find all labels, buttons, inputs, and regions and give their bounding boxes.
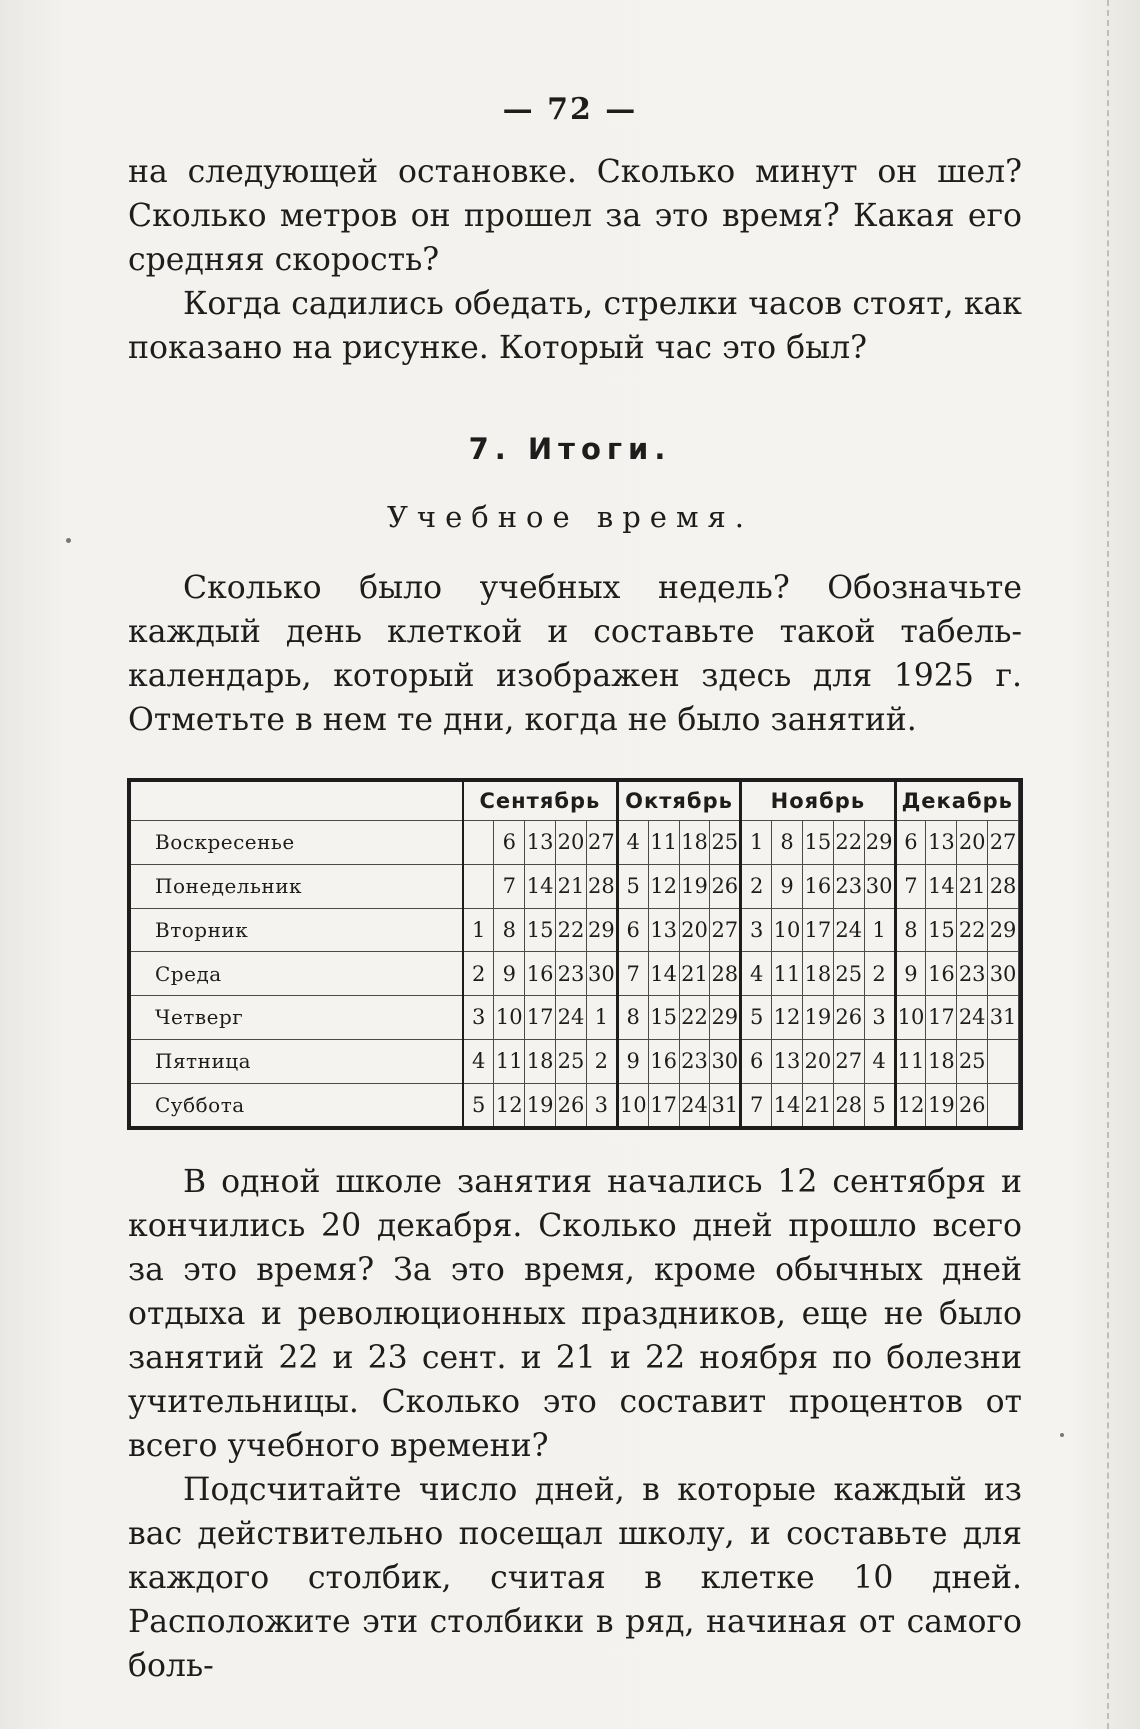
calendar-date-cell: 21 <box>802 1083 833 1126</box>
weekday-label: Понедельник <box>131 864 463 908</box>
calendar-date-cell: 17 <box>525 996 556 1040</box>
calendar-date-cell: 19 <box>926 1083 957 1126</box>
calendar-date-cell: 25 <box>710 821 741 865</box>
calendar-date-cell: 28 <box>586 864 617 908</box>
calendar-date-cell: 29 <box>988 908 1019 952</box>
calendar-date-cell: 15 <box>648 996 679 1040</box>
calendar-date-cell: 2 <box>586 1039 617 1083</box>
calendar-date-cell: 1 <box>463 908 494 952</box>
intro-paragraph-1: на следующей остановке. Сколько минут он шел? Сколько метров он прошел за это время? Какая его средняя скорость? <box>128 154 1022 278</box>
calendar-date-cell: 23 <box>556 952 587 996</box>
calendar-table <box>127 778 1023 1130</box>
calendar-row <box>131 952 1019 996</box>
calendar-date-cell: 26 <box>556 1083 587 1126</box>
calendar-date-cell: 1 <box>586 996 617 1040</box>
calendar-date-cell: 9 <box>772 864 803 908</box>
calendar-date-cell: 1 <box>741 821 772 865</box>
section-title: 7. Итоги. <box>468 432 672 466</box>
calendar-date-cell: 5 <box>617 864 648 908</box>
calendar-date-cell: 16 <box>525 952 556 996</box>
paragraph-school-dates: В одной школе занятия начались 12 сентября и кончились 20 декабря. Сколько дней прошло всего за это время? За это время, кроме обычных дней отдыха и революционных праздников, еще не было занятий 22 и 23 сент. и 21 и 22 ноября по болезни учительницы. Сколько это составит процентов от всего учебного времени? <box>128 1164 1022 1464</box>
calendar-date-cell: 28 <box>710 952 741 996</box>
calendar-date-cell: 6 <box>494 821 525 865</box>
calendar-date-cell: 9 <box>494 952 525 996</box>
calendar-date-cell: 20 <box>556 821 587 865</box>
calendar-date-cell: 1 <box>864 908 895 952</box>
paragraph-attendance: Подсчитайте число дней, в которые каждый из вас действительно посещал школу, и составьте для каждого столбик, считая в клетке 10 дней. Расположите эти столбики в ряд, начиная от самого боль- <box>128 1472 1022 1684</box>
page-number: — 72 — <box>502 92 638 127</box>
calendar-date-cell: 19 <box>802 996 833 1040</box>
calendar-date-cell: 2 <box>741 864 772 908</box>
calendar-date-cell: 14 <box>525 864 556 908</box>
calendar-date-cell: 17 <box>648 1083 679 1126</box>
calendar-row <box>131 821 1019 865</box>
calendar-date-cell: 16 <box>926 952 957 996</box>
calendar-date-cell: 22 <box>679 996 710 1040</box>
calendar-date-cell: 29 <box>864 821 895 865</box>
calendar-date-cell: 14 <box>648 952 679 996</box>
calendar-date-cell: 31 <box>988 996 1019 1040</box>
calendar-date-cell: 5 <box>864 1083 895 1126</box>
calendar-date-cell: 18 <box>926 1039 957 1083</box>
month-header-october: Октябрь <box>617 782 740 821</box>
calendar-date-cell: 14 <box>772 1083 803 1126</box>
calendar-date-cell: 27 <box>710 908 741 952</box>
calendar-date-cell: 16 <box>648 1039 679 1083</box>
calendar-date-cell: 3 <box>741 908 772 952</box>
calendar-date-cell: 7 <box>741 1083 772 1126</box>
calendar-date-cell: 26 <box>957 1083 988 1126</box>
calendar-date-cell <box>988 1083 1019 1126</box>
calendar-date-cell: 10 <box>772 908 803 952</box>
print-speck <box>1060 1433 1064 1437</box>
calendar-date-cell: 2 <box>864 952 895 996</box>
calendar-date-cell: 11 <box>648 821 679 865</box>
intro-paragraph-2: Когда садились обедать, стрелки часов стоят, как показано на рисунке. Который час это был? <box>128 286 1022 366</box>
calendar-date-cell: 24 <box>679 1083 710 1126</box>
paragraphs-after-table <box>128 1160 1022 1688</box>
calendar-date-cell: 10 <box>895 996 926 1040</box>
intro-text <box>128 150 1022 370</box>
calendar-date-cell: 13 <box>772 1039 803 1083</box>
calendar-date-cell: 8 <box>494 908 525 952</box>
calendar-date-cell: 4 <box>864 1039 895 1083</box>
calendar-date-cell: 16 <box>802 864 833 908</box>
calendar-date-cell: 22 <box>957 908 988 952</box>
calendar-date-cell: 9 <box>895 952 926 996</box>
calendar-date-cell: 15 <box>926 908 957 952</box>
calendar-date-cell: 21 <box>957 864 988 908</box>
calendar-date-cell: 30 <box>988 952 1019 996</box>
calendar-date-cell: 24 <box>556 996 587 1040</box>
calendar-date-cell: 18 <box>679 821 710 865</box>
calendar-date-cell: 14 <box>926 864 957 908</box>
weekday-label: Суббота <box>131 1083 463 1126</box>
calendar-date-cell: 20 <box>679 908 710 952</box>
calendar-date-cell: 30 <box>586 952 617 996</box>
calendar-date-cell: 25 <box>957 1039 988 1083</box>
calendar-date-cell: 7 <box>494 864 525 908</box>
calendar-date-cell: 27 <box>988 821 1019 865</box>
calendar-date-cell: 9 <box>617 1039 648 1083</box>
weekday-label: Четверг <box>131 996 463 1040</box>
calendar-row <box>131 908 1019 952</box>
calendar-date-cell: 12 <box>895 1083 926 1126</box>
subsection-title: Учебное время. <box>386 500 754 534</box>
header-blank-cell <box>131 782 463 821</box>
calendar-date-cell: 30 <box>864 864 895 908</box>
calendar-date-cell: 25 <box>833 952 864 996</box>
calendar-date-cell: 26 <box>710 864 741 908</box>
paragraph-text: Сколько было учебных недель? Обозначьте каждый день клеткой и составьте такой табель-календарь, который изображен здесь для 1925 г. Отметьте в нем те дни, когда не было занятий. <box>128 570 1022 738</box>
calendar-date-cell: 12 <box>772 996 803 1040</box>
calendar-date-cell: 8 <box>617 996 648 1040</box>
weekday-label: Пятница <box>131 1039 463 1083</box>
calendar-date-cell: 23 <box>833 864 864 908</box>
calendar-date-cell: 18 <box>525 1039 556 1083</box>
calendar-date-cell: 26 <box>833 996 864 1040</box>
calendar-date-cell: 22 <box>833 821 864 865</box>
calendar-date-cell: 5 <box>463 1083 494 1126</box>
calendar-row <box>131 864 1019 908</box>
paragraph-before-table <box>128 566 1022 742</box>
calendar-date-cell: 20 <box>802 1039 833 1083</box>
calendar-date-cell: 23 <box>679 1039 710 1083</box>
calendar-date-cell: 28 <box>988 864 1019 908</box>
calendar-date-cell: 17 <box>926 996 957 1040</box>
calendar-date-cell: 13 <box>648 908 679 952</box>
calendar-row <box>131 996 1019 1040</box>
calendar-date-cell: 18 <box>802 952 833 996</box>
calendar-date-cell: 6 <box>617 908 648 952</box>
calendar-date-cell: 12 <box>494 1083 525 1126</box>
calendar-date-cell <box>463 864 494 908</box>
calendar-date-cell: 4 <box>741 952 772 996</box>
calendar-date-cell: 4 <box>463 1039 494 1083</box>
calendar-date-cell: 3 <box>586 1083 617 1126</box>
calendar-header-row <box>131 782 1019 821</box>
calendar-date-cell: 31 <box>710 1083 741 1126</box>
calendar-date-cell: 11 <box>895 1039 926 1083</box>
calendar-date-cell: 20 <box>957 821 988 865</box>
calendar-date-cell <box>463 821 494 865</box>
calendar-date-cell: 30 <box>710 1039 741 1083</box>
calendar-date-cell: 29 <box>710 996 741 1040</box>
month-header-september: Сентябрь <box>463 782 617 821</box>
page-edge <box>1107 0 1112 1729</box>
calendar-date-cell: 17 <box>802 908 833 952</box>
calendar-date-cell: 19 <box>525 1083 556 1126</box>
calendar-date-cell: 21 <box>679 952 710 996</box>
calendar-date-cell: 15 <box>802 821 833 865</box>
calendar-date-cell: 23 <box>957 952 988 996</box>
calendar-date-cell: 7 <box>617 952 648 996</box>
calendar-date-cell: 13 <box>525 821 556 865</box>
calendar-date-cell: 3 <box>463 996 494 1040</box>
weekday-label: Вторник <box>131 908 463 952</box>
calendar-date-cell: 13 <box>926 821 957 865</box>
weekday-label: Воскресенье <box>131 821 463 865</box>
calendar-date-cell: 8 <box>772 821 803 865</box>
calendar-date-cell: 5 <box>741 996 772 1040</box>
calendar-date-cell: 28 <box>833 1083 864 1126</box>
calendar-date-cell: 27 <box>586 821 617 865</box>
weekday-label: Среда <box>131 952 463 996</box>
calendar-date-cell: 11 <box>494 1039 525 1083</box>
calendar-date-cell: 3 <box>864 996 895 1040</box>
calendar-date-cell: 24 <box>957 996 988 1040</box>
calendar-date-cell: 11 <box>772 952 803 996</box>
calendar-date-cell: 10 <box>617 1083 648 1126</box>
calendar-date-cell: 2 <box>463 952 494 996</box>
calendar-date-cell: 29 <box>586 908 617 952</box>
calendar-date-cell: 6 <box>741 1039 772 1083</box>
calendar-date-cell: 15 <box>525 908 556 952</box>
calendar-date-cell: 8 <box>895 908 926 952</box>
month-header-november: Ноябрь <box>741 782 895 821</box>
calendar-date-cell <box>988 1039 1019 1083</box>
month-header-december: Декабрь <box>895 782 1018 821</box>
calendar-date-cell: 10 <box>494 996 525 1040</box>
calendar-date-cell: 6 <box>895 821 926 865</box>
calendar-date-cell: 7 <box>895 864 926 908</box>
calendar-date-cell: 19 <box>679 864 710 908</box>
calendar-date-cell: 22 <box>556 908 587 952</box>
calendar-date-cell: 24 <box>833 908 864 952</box>
print-speck <box>66 538 71 543</box>
calendar-date-cell: 12 <box>648 864 679 908</box>
calendar-date-cell: 4 <box>617 821 648 865</box>
calendar-row <box>131 1083 1019 1126</box>
calendar-date-cell: 27 <box>833 1039 864 1083</box>
calendar-date-cell: 21 <box>556 864 587 908</box>
calendar-date-cell: 25 <box>556 1039 587 1083</box>
calendar-row <box>131 1039 1019 1083</box>
